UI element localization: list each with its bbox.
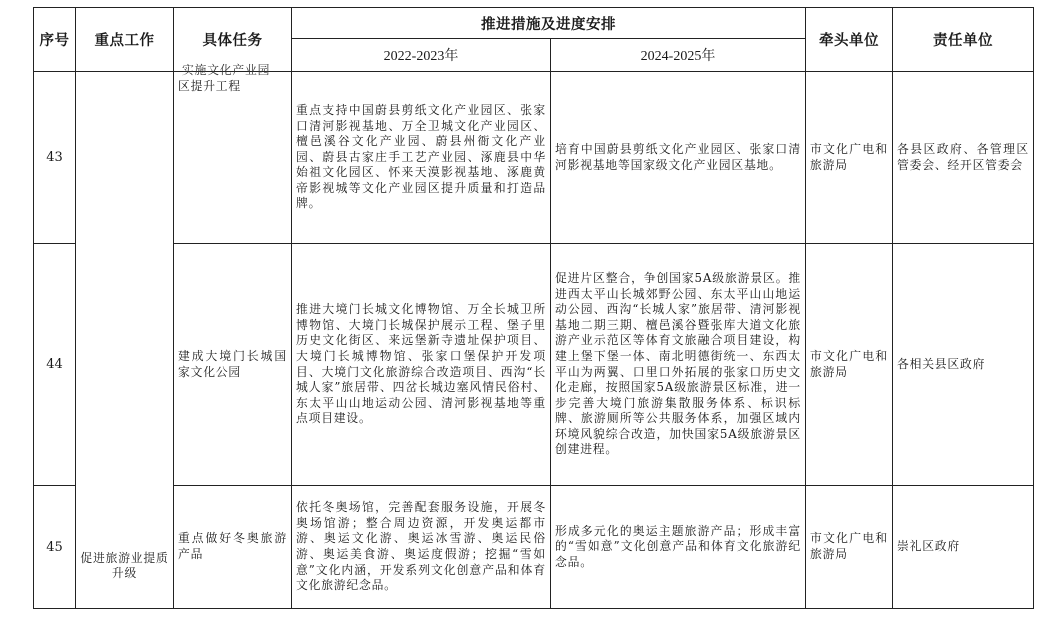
row-task (174, 63, 292, 244)
table-row (34, 486, 1034, 609)
header-seq: 序号 (34, 8, 76, 72)
row-seq: 44 (34, 244, 76, 486)
header-key-work: 重点工作 (76, 8, 174, 72)
header-lead-unit: 牵头单位 (806, 8, 893, 72)
row-period1: 重点支持中国蔚县剪纸文化产业园区、张家口清河影视基地、万全卫城文化产业园区、檀邑溪谷文化产业园、蔚县州衙文化产业园、蔚县古家庄手工艺产业园、涿鹿县中华始祖文化园区、怀来天漠影视基地、涿鹿黄帝影视城等文化产业园区提升质量和打造品牌。 (292, 72, 551, 244)
row-lead: 市文化广电和旅游局 (806, 244, 893, 486)
task-table (33, 7, 1034, 609)
row-task: 重点做好冬奥旅游产品 (174, 486, 292, 609)
row-lead: 市文化广电和旅游局 (806, 72, 893, 244)
row-seq: 45 (34, 486, 76, 609)
header-resp-unit: 责任单位 (893, 8, 1034, 72)
row-task-text: 区提升工程 (178, 78, 241, 93)
row-task-cut-line: 实施文化产业园 (182, 63, 271, 77)
header-task: 具体任务 (174, 8, 292, 72)
row-period2: 培育中国蔚县剪纸文化产业园区、张家口清河影视基地等国家级文化产业园区基地。 (551, 72, 806, 244)
row-resp: 各相关县区政府 (893, 244, 1034, 486)
row-period1: 推进大境门长城文化博物馆、万全长城卫所博物馆、大境门长城保护展示工程、堡子里历史文化街区、来远堡新寺遗址保护项目、大境门长城博物馆、张家口堡保护开发项目、大境门文化旅游综合改造项目、西沟“长城人家”旅居带、四岔长城边塞风情民俗村、东太平山山地运动公园、清河影视基地等重点项目建设。 (292, 244, 551, 486)
row-key-work: 促进旅游业提质升级 (76, 72, 174, 609)
header-measures: 推进措施及进度安排 (292, 8, 806, 39)
row-resp: 各县区政府、各管理区管委会、经开区管委会 (893, 72, 1034, 244)
row-period1: 依托冬奥场馆，完善配套服务设施，开展冬奥场馆游；整合周边资源，开发奥运都市游、奥运文化游、奥运冰雪游、奥运民俗游、奥运美食游、奥运度假游；挖掘“雪如意”文化内涵，开发系列文化创意产品和体育文化旅游纪念品。 (292, 486, 551, 609)
header-period-2024-2025: 2024-2025年 (551, 39, 806, 72)
row-seq: 43 (34, 72, 76, 244)
header-period-2022-2023: 2022-2023年 (292, 39, 551, 72)
row-resp: 崇礼区政府 (893, 486, 1034, 609)
row-task: 建成大境门长城国家文化公园 (174, 244, 292, 486)
row-period2: 促进片区整合，争创国家5A级旅游景区。推进西太平山长城郊野公园、东太平山山地运动公园、西沟“长城人家”旅居带、清河影视基地二期三期、檀邑溪谷暨张库大道文化旅游产业示范区等体育文旅融合项目建设，构建上堡下堡一体、南北明德街统一、东西太平山为两翼、口里口外拓展的张家口历史文化走廊，按照国家5A级旅游景区标准，进一步完善大境门旅游集散服务体系、标识标牌、旅游厕所等公共服务体系，加强区域内环境风貌综合改造，加快国家5A级旅游景区创建进程。 (551, 244, 806, 486)
table-row (34, 72, 1034, 244)
table-row (34, 244, 1034, 486)
row-lead: 市文化广电和旅游局 (806, 486, 893, 609)
row-period2: 形成多元化的奥运主题旅游产品；形成丰富的“雪如意”文化创意产品和体育文化旅游纪念品。 (551, 486, 806, 609)
